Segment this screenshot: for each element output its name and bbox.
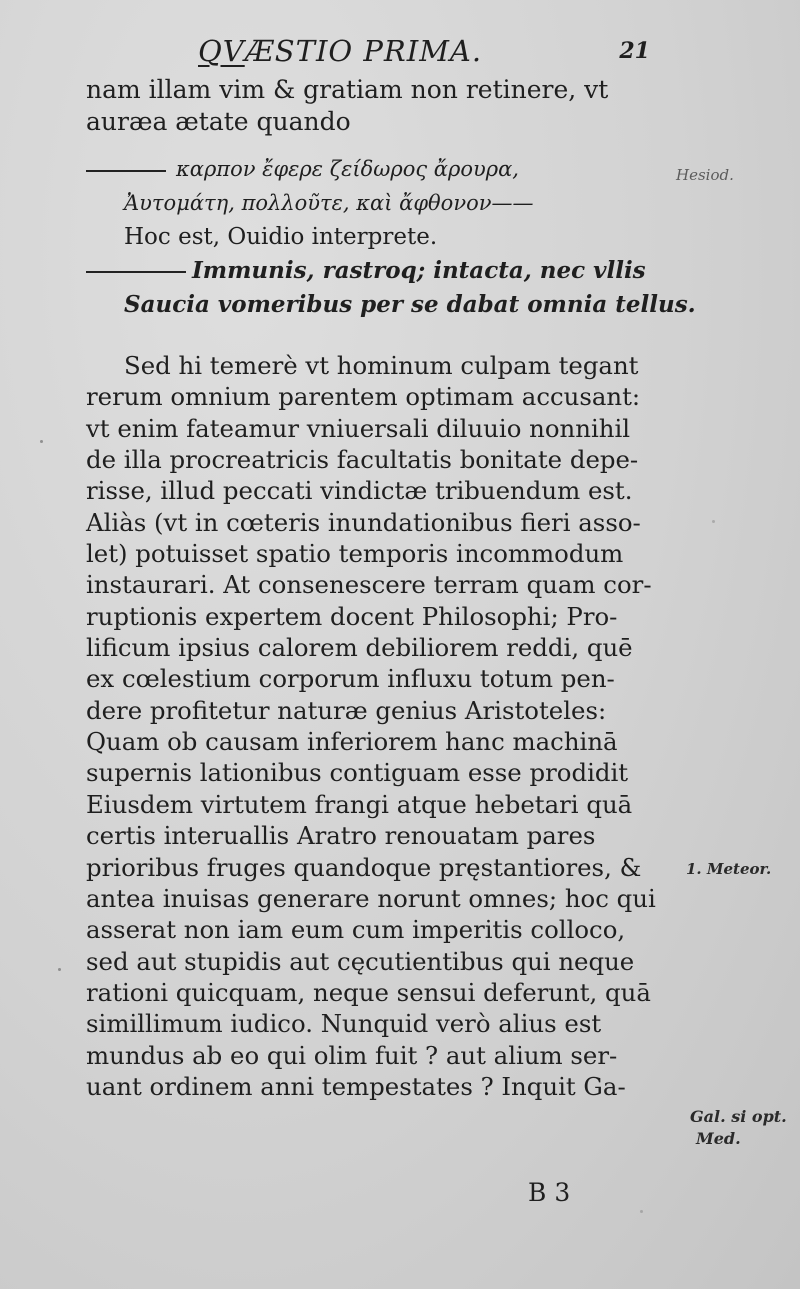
ink-speck bbox=[712, 520, 715, 523]
prose-line: lificum ipsius calorem debiliorem reddi, quē bbox=[86, 633, 633, 663]
prose-line: ruptionis expertem docent Philosophi; Pro- bbox=[86, 601, 618, 631]
ink-speck bbox=[40, 440, 43, 443]
prose-line: ex cœlestium corporum influxu totum pen- bbox=[86, 664, 615, 694]
prose-line: supernis lationibus contiguam esse prodidit bbox=[86, 758, 629, 788]
intro-line: auræa ætate quando bbox=[86, 107, 351, 136]
prose-line: de illa procreatricis facultatis bonitate depe- bbox=[86, 445, 639, 475]
margin-note-meteor: 1. Meteor. bbox=[686, 860, 772, 878]
ovid-verse-text: Immunis, rastroq; intacta, nec vllis bbox=[192, 257, 646, 284]
prose-line: let) potuisset spatio temporis incommodum bbox=[86, 539, 624, 569]
ink-speck bbox=[58, 968, 61, 971]
em-dash-rule bbox=[86, 170, 166, 172]
margin-note-galen-line: Med. bbox=[696, 1129, 741, 1148]
greek-quote-text: καρπον ἔφερε ζείδωρος ἄρουρα, bbox=[176, 157, 519, 181]
prose-line: simillimum iudico. Nunquid verò alius est bbox=[86, 1009, 602, 1039]
intro-line: nam illam vim & gratiam non retinere, vt bbox=[86, 75, 609, 104]
prose-line: asserat non iam eum cum imperitis colloco, bbox=[86, 915, 626, 945]
prose-line: Sed hi temerè vt hominum culpam tegant bbox=[124, 351, 639, 380]
greek-quote-line: Ἀυτομάτη, πολλοῦτε, καὶ ἄφθονον—— bbox=[124, 191, 534, 215]
prose-line: antea inuisas generare norunt omnes; hoc qui bbox=[86, 883, 656, 913]
prose-line: certis interuallis Aratro renouatam pares bbox=[86, 821, 596, 851]
margin-note-galen-line: Gal. si opt. bbox=[690, 1107, 787, 1126]
text-block bbox=[86, 74, 696, 1102]
greek-quote-line bbox=[86, 152, 676, 186]
prose-line: uant ordinem anni tempestates ? Inquit Ga- bbox=[86, 1071, 626, 1101]
translation-intro: Hoc est, Ouidio interprete. bbox=[124, 224, 438, 250]
page-number: 21 bbox=[619, 38, 650, 64]
prose-line: sed aut stupidis aut cęcutientibus qui neque bbox=[86, 946, 635, 976]
prose-line: Aliàs (vt in cœteris inundationibus fieri asso- bbox=[86, 507, 641, 537]
running-title-rest: ÆSTIO PRIMA. bbox=[244, 34, 483, 68]
prose-line: Quam ob causam inferiorem hanc machinā bbox=[86, 727, 618, 757]
running-title-prefix: QV bbox=[198, 34, 245, 68]
em-dash-rule bbox=[86, 271, 186, 273]
margin-note-galen bbox=[690, 1106, 787, 1150]
prose-line: vt enim fateamur vniuersali diluuio nonnihil bbox=[86, 413, 631, 443]
prose-line: prioribus fruges quandoque pręstantiores, & bbox=[86, 852, 642, 882]
ovid-verse-line: Saucia vomeribus per se dabat omnia tellus. bbox=[124, 291, 696, 318]
ink-speck bbox=[640, 1210, 643, 1213]
margin-note-hesiod: Hesiod. bbox=[676, 166, 734, 184]
prose-line: instaurari. At consenescere terram quam cor- bbox=[86, 570, 652, 600]
prose-line: rerum omnium parentem optimam accusant: bbox=[86, 382, 641, 412]
ovid-verse-line bbox=[86, 254, 676, 288]
prose-line: dere profitetur naturæ genius Aristoteles: bbox=[86, 695, 607, 725]
prose-paragraph bbox=[86, 350, 676, 1102]
running-title bbox=[198, 34, 482, 68]
prose-line: Eiusdem virtutem frangi atque hebetari quā bbox=[86, 789, 633, 819]
signature-mark: B 3 bbox=[528, 1178, 571, 1207]
prose-line: risse, illud peccati vindictæ tribuendum est. bbox=[86, 476, 633, 506]
prose-line: mundus ab eo qui olim fuit ? aut alium ser- bbox=[86, 1040, 618, 1070]
page-header bbox=[198, 34, 658, 70]
prose-line: rationi quicquam, neque sensui deferunt, quā bbox=[86, 977, 651, 1007]
